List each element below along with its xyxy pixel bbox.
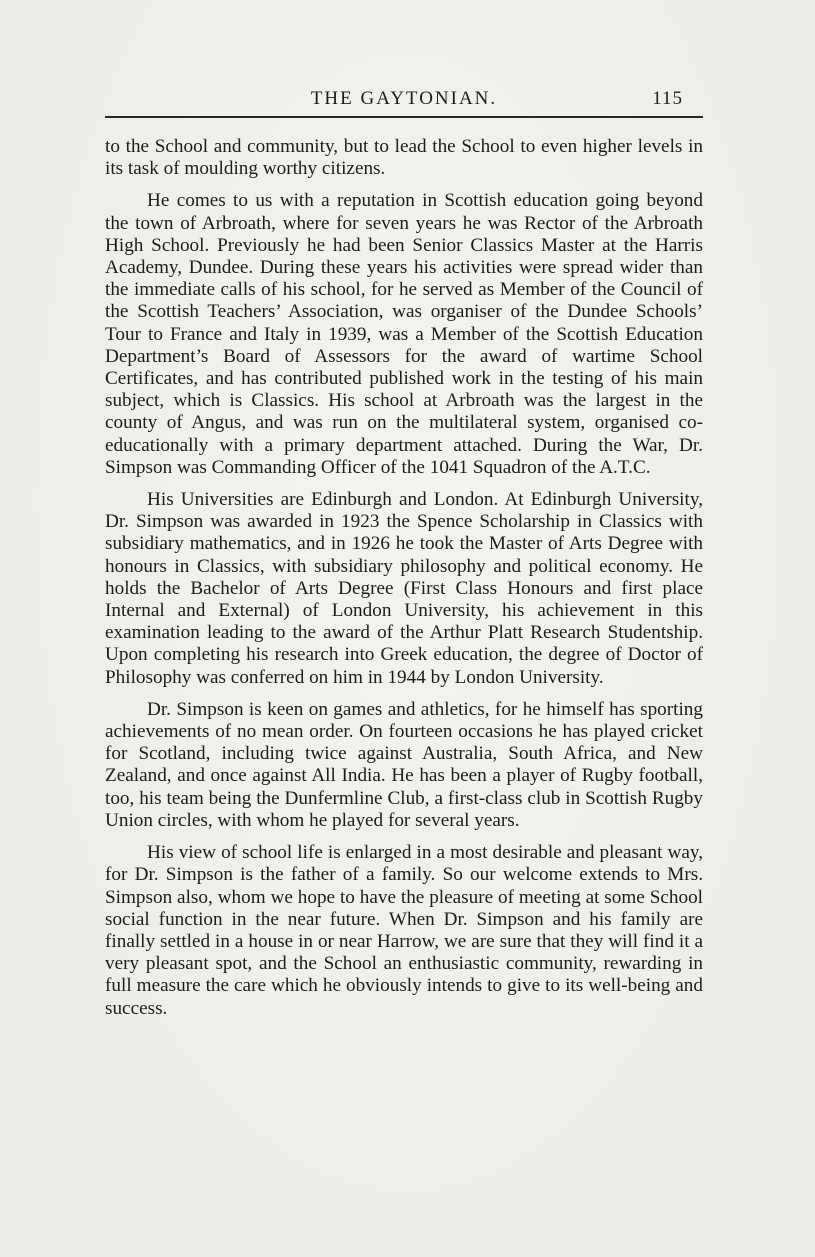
paragraph-continuation: to the School and community, but to lead the School to even higher levels in its task of moulding worthy citizens. bbox=[105, 136, 703, 180]
running-title: THE GAYTONIAN. bbox=[310, 88, 498, 109]
paragraph-reputation: He comes to us with a reputation in Scottish education going beyond the town of Arbroath, where for seven years he was Rector of the Arbroath High School. Previously he had been Senior Classics Master at the Harris Academy, Dundee. During these years his activities were spread wider than the immediate calls of his school, for he served as Member of the Council of the Scottish Teachers’ Association, was organiser of the Dundee Schools’ Tour to France and Italy in 1939, was a Member of the Scottish Education Department’s Board of Assessors for the award of wartime School Certificates, and has contributed published work in the testing of his main subject, which is Classics. His school at Arbroath was the largest in the county of Angus, and was run on the multilateral system, organised co-educationally with a primary department attached. During the War, Dr. Simpson was Commanding Officer of the 1041 Squadron of the A.T.C. bbox=[105, 190, 703, 478]
running-head bbox=[105, 84, 703, 114]
header-divider bbox=[105, 116, 703, 118]
article-body bbox=[105, 136, 703, 1030]
paragraph-family: His view of school life is enlarged in a most desirable and pleasant way, for Dr. Simpson is the father of a family. So our welcome extends to Mrs. Simpson also, whom we hope to have the pleasure of meeting at some School social function in the near future. When Dr. Simpson and his family are finally settled in a house in or near Harrow, we are sure that they will find it a very pleasant spot, and the School an enthusiastic community, rewarding in full measure the care which he obviously intends to give to its well-being and success. bbox=[105, 842, 703, 1019]
paragraph-universities: His Universities are Edinburgh and London. At Edinburgh University, Dr. Simpson was awarded in 1923 the Spence Scholarship in Classics with subsidiary mathematics, and in 1926 he took the Master of Arts Degree with honours in Classics, with subsidiary philosophy and political economy. He holds the Bachelor of Arts Degree (First Class Honours and first place Internal and External) of London University, his achievement in this examination leading to the award of the Arthur Platt Research Studentship. Upon completing his research into Greek education, the degree of Doctor of Philosophy was conferred on him in 1944 by London University. bbox=[105, 489, 703, 688]
paragraph-sports: Dr. Simpson is keen on games and athletics, for he himself has sporting achievements of no mean order. On fourteen occasions he has played cricket for Scotland, including twice against Australia, South Africa, and New Zealand, and once against All India. He has been a player of Rugby football, too, his team being the Dunfermline Club, a first-class club in Scottish Rugby Union circles, with whom he played for several years. bbox=[105, 698, 703, 831]
page-number: 115 bbox=[652, 88, 683, 109]
